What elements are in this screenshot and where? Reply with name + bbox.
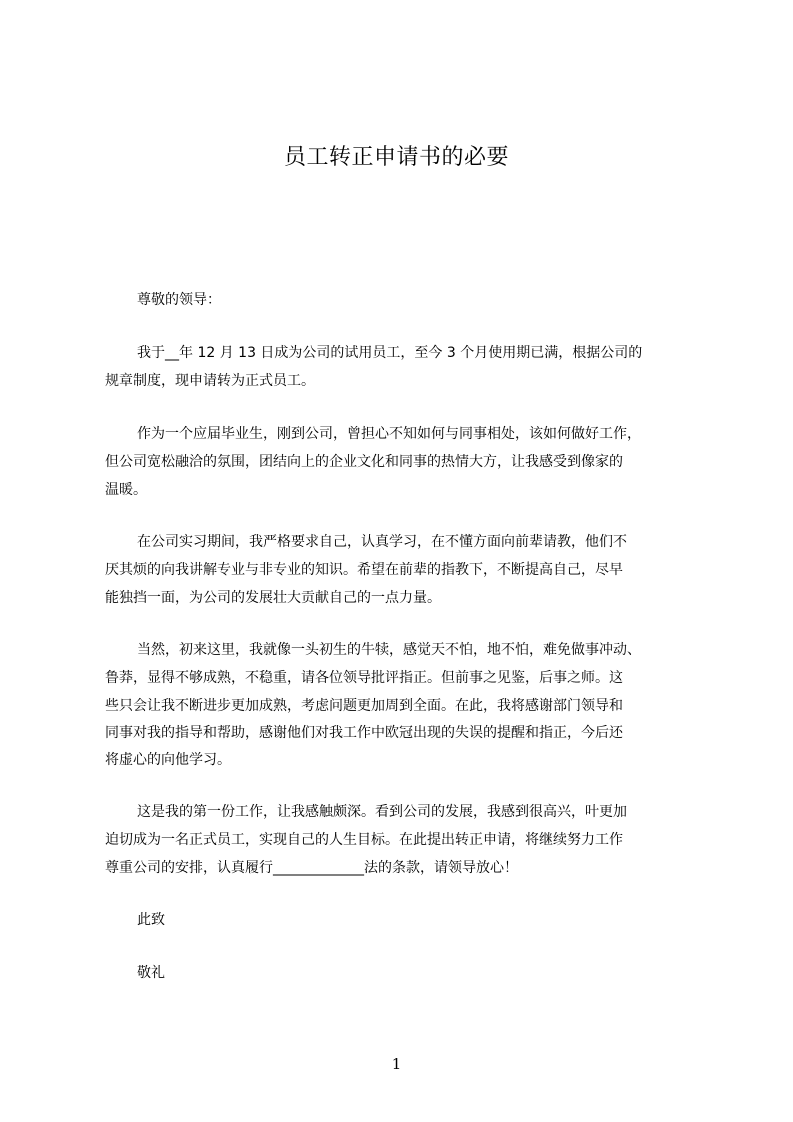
- document-title: 员工转正申请书的必要: [283, 145, 509, 170]
- closing-salute: 敬礼: [137, 965, 165, 981]
- paragraph-5-line-3: 尊重公司的安排，认真履行_____________法的条款，请领导放心！: [105, 860, 518, 876]
- paragraph-5-line-1: 这是我的第一份工作，让我感触颇深。看到公司的发展，我感到很高兴，叶更加: [137, 804, 627, 820]
- paragraph-2-line-1: 作为一个应届毕业生，刚到公司，曾担心不知如何与同事相处，该如何做好工作，: [137, 426, 641, 442]
- paragraph-4-line-1: 当然，初来这里，我就像一头初生的牛犊，感觉天不怕，地不怕，难免做事冲动、: [137, 642, 641, 658]
- paragraph-1-line-2: 规章制度，现申请转为正式员工。: [105, 373, 315, 389]
- paragraph-5-line-2: 迫切成为一名正式员工，实现自己的人生目标。在此提出转正申请，将继续努力工作: [105, 832, 623, 848]
- page-number: 1: [391, 1055, 402, 1073]
- paragraph-3-line-2: 厌其烦的向我讲解专业与非专业的知识。希望在前辈的指教下，不断提高自己，尽早: [105, 562, 623, 578]
- paragraph-4-line-3: 些只会让我不断进步更加成熟，考虑问题更加周到全面。在此，我将感谢部门领导和: [105, 698, 623, 714]
- paragraph-4-line-2: 鲁莽，显得不够成熟，不稳重，请各位领导批评指正。但前事之见鉴，后事之师。这: [105, 670, 623, 686]
- closing-regards: 此致: [137, 912, 165, 928]
- paragraph-1-line-1: 我于__年 12 月 13 日成为公司的试用员工，至今 3 个月使用期已满，根据公司的: [137, 345, 643, 361]
- paragraph-3-line-3: 能独挡一面，为公司的发展壮大贡献自己的一点力量。: [105, 590, 441, 606]
- paragraph-2-line-2: 但公司宽松融洽的氛围，团结向上的企业文化和同事的热情大方，让我感受到像家的: [105, 454, 623, 470]
- paragraph-2-line-3: 温暖。: [105, 482, 147, 498]
- salutation: 尊敬的领导：: [137, 292, 221, 308]
- paragraph-4-line-5: 将虚心的向他学习。: [105, 752, 231, 768]
- paragraph-4-line-4: 同事对我的指导和帮助，感谢他们对我工作中欧冠出现的失误的提醒和指正，今后还: [105, 725, 623, 741]
- paragraph-3-line-1: 在公司实习期间，我严格要求自己，认真学习，在不懂方面向前辈请教，他们不: [137, 534, 627, 550]
